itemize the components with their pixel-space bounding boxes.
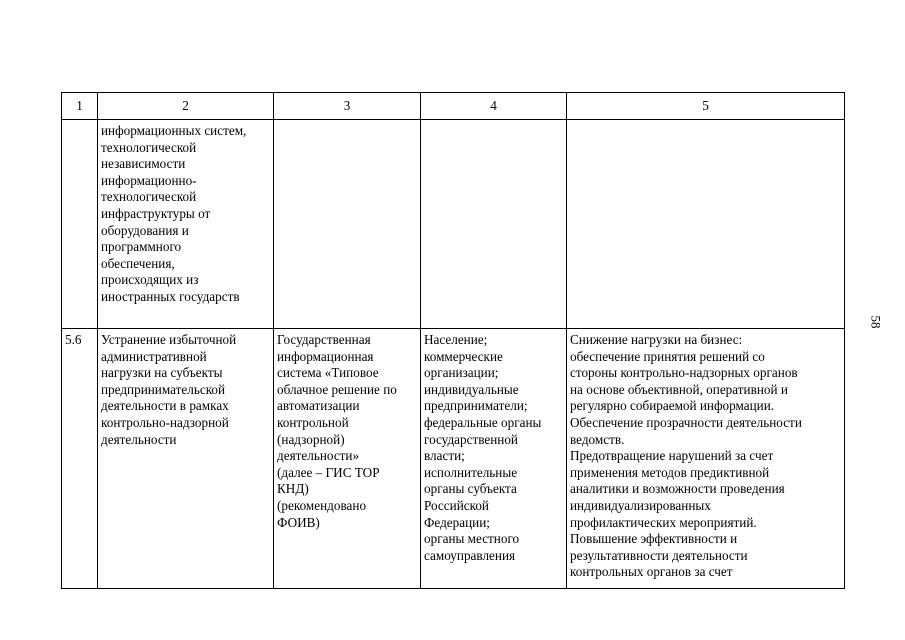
cell-text: 5.6 [65,332,82,347]
table-header-row [62,93,845,120]
cell-text: Государственная информационная система «Типовое облачное решение по автоматизации контрольной (надзорной) деятельности» (далее – ГИС ТОР КНД) (рекомендовано ФОИВ) [277,332,397,530]
cell-number [62,120,98,329]
header-cell-2: 2 [98,93,274,120]
cell-text: Население; коммерческие организации; индивидуальные предприниматели; федеральные органы государственной власти; исполнительные органы субъекта Российской Федерации; органы местного самоуправления [424,332,542,563]
cell-measure [98,120,274,329]
table-row-5-6 [62,329,845,589]
cell-effects [567,120,845,329]
cell-text: Снижение нагрузки на бизнес: обеспечение принятия решений со стороны контрольно-надзорных органов на основе объективной, оперативной и регулярно собираемой информации. Обеспечение прозрачности деятельности ведомств. Предотвращение нарушений за счет применения методов предиктивной аналитики и возможности проведения индивидуализированных профилактических мероприятий. Повышение эффективности и результативности деятельности контрольных органов за счет [570,332,802,580]
header-cell-1: 1 [62,93,98,120]
cell-users [421,329,567,589]
cell-system [274,120,421,329]
cell-text: информационных систем, технологической независимости информационно- технологической инфраструктуры от оборудования и программного обеспечения, происходящих из иностранных государств [101,123,247,304]
header-cell-4: 4 [421,93,567,120]
cell-text: Устранение избыточной административной нагрузки на субъекты предпринимательской деятельности в рамках контрольно-надзорной деятельности [101,332,237,447]
measures-table [61,92,845,589]
cell-effects [567,329,845,589]
cell-number [62,329,98,589]
cell-system [274,329,421,589]
table-row-continuation [62,120,845,329]
cell-measure [98,329,274,589]
page-number: 58 [868,315,884,329]
header-cell-5: 5 [567,93,845,120]
header-cell-3: 3 [274,93,421,120]
cell-users [421,120,567,329]
